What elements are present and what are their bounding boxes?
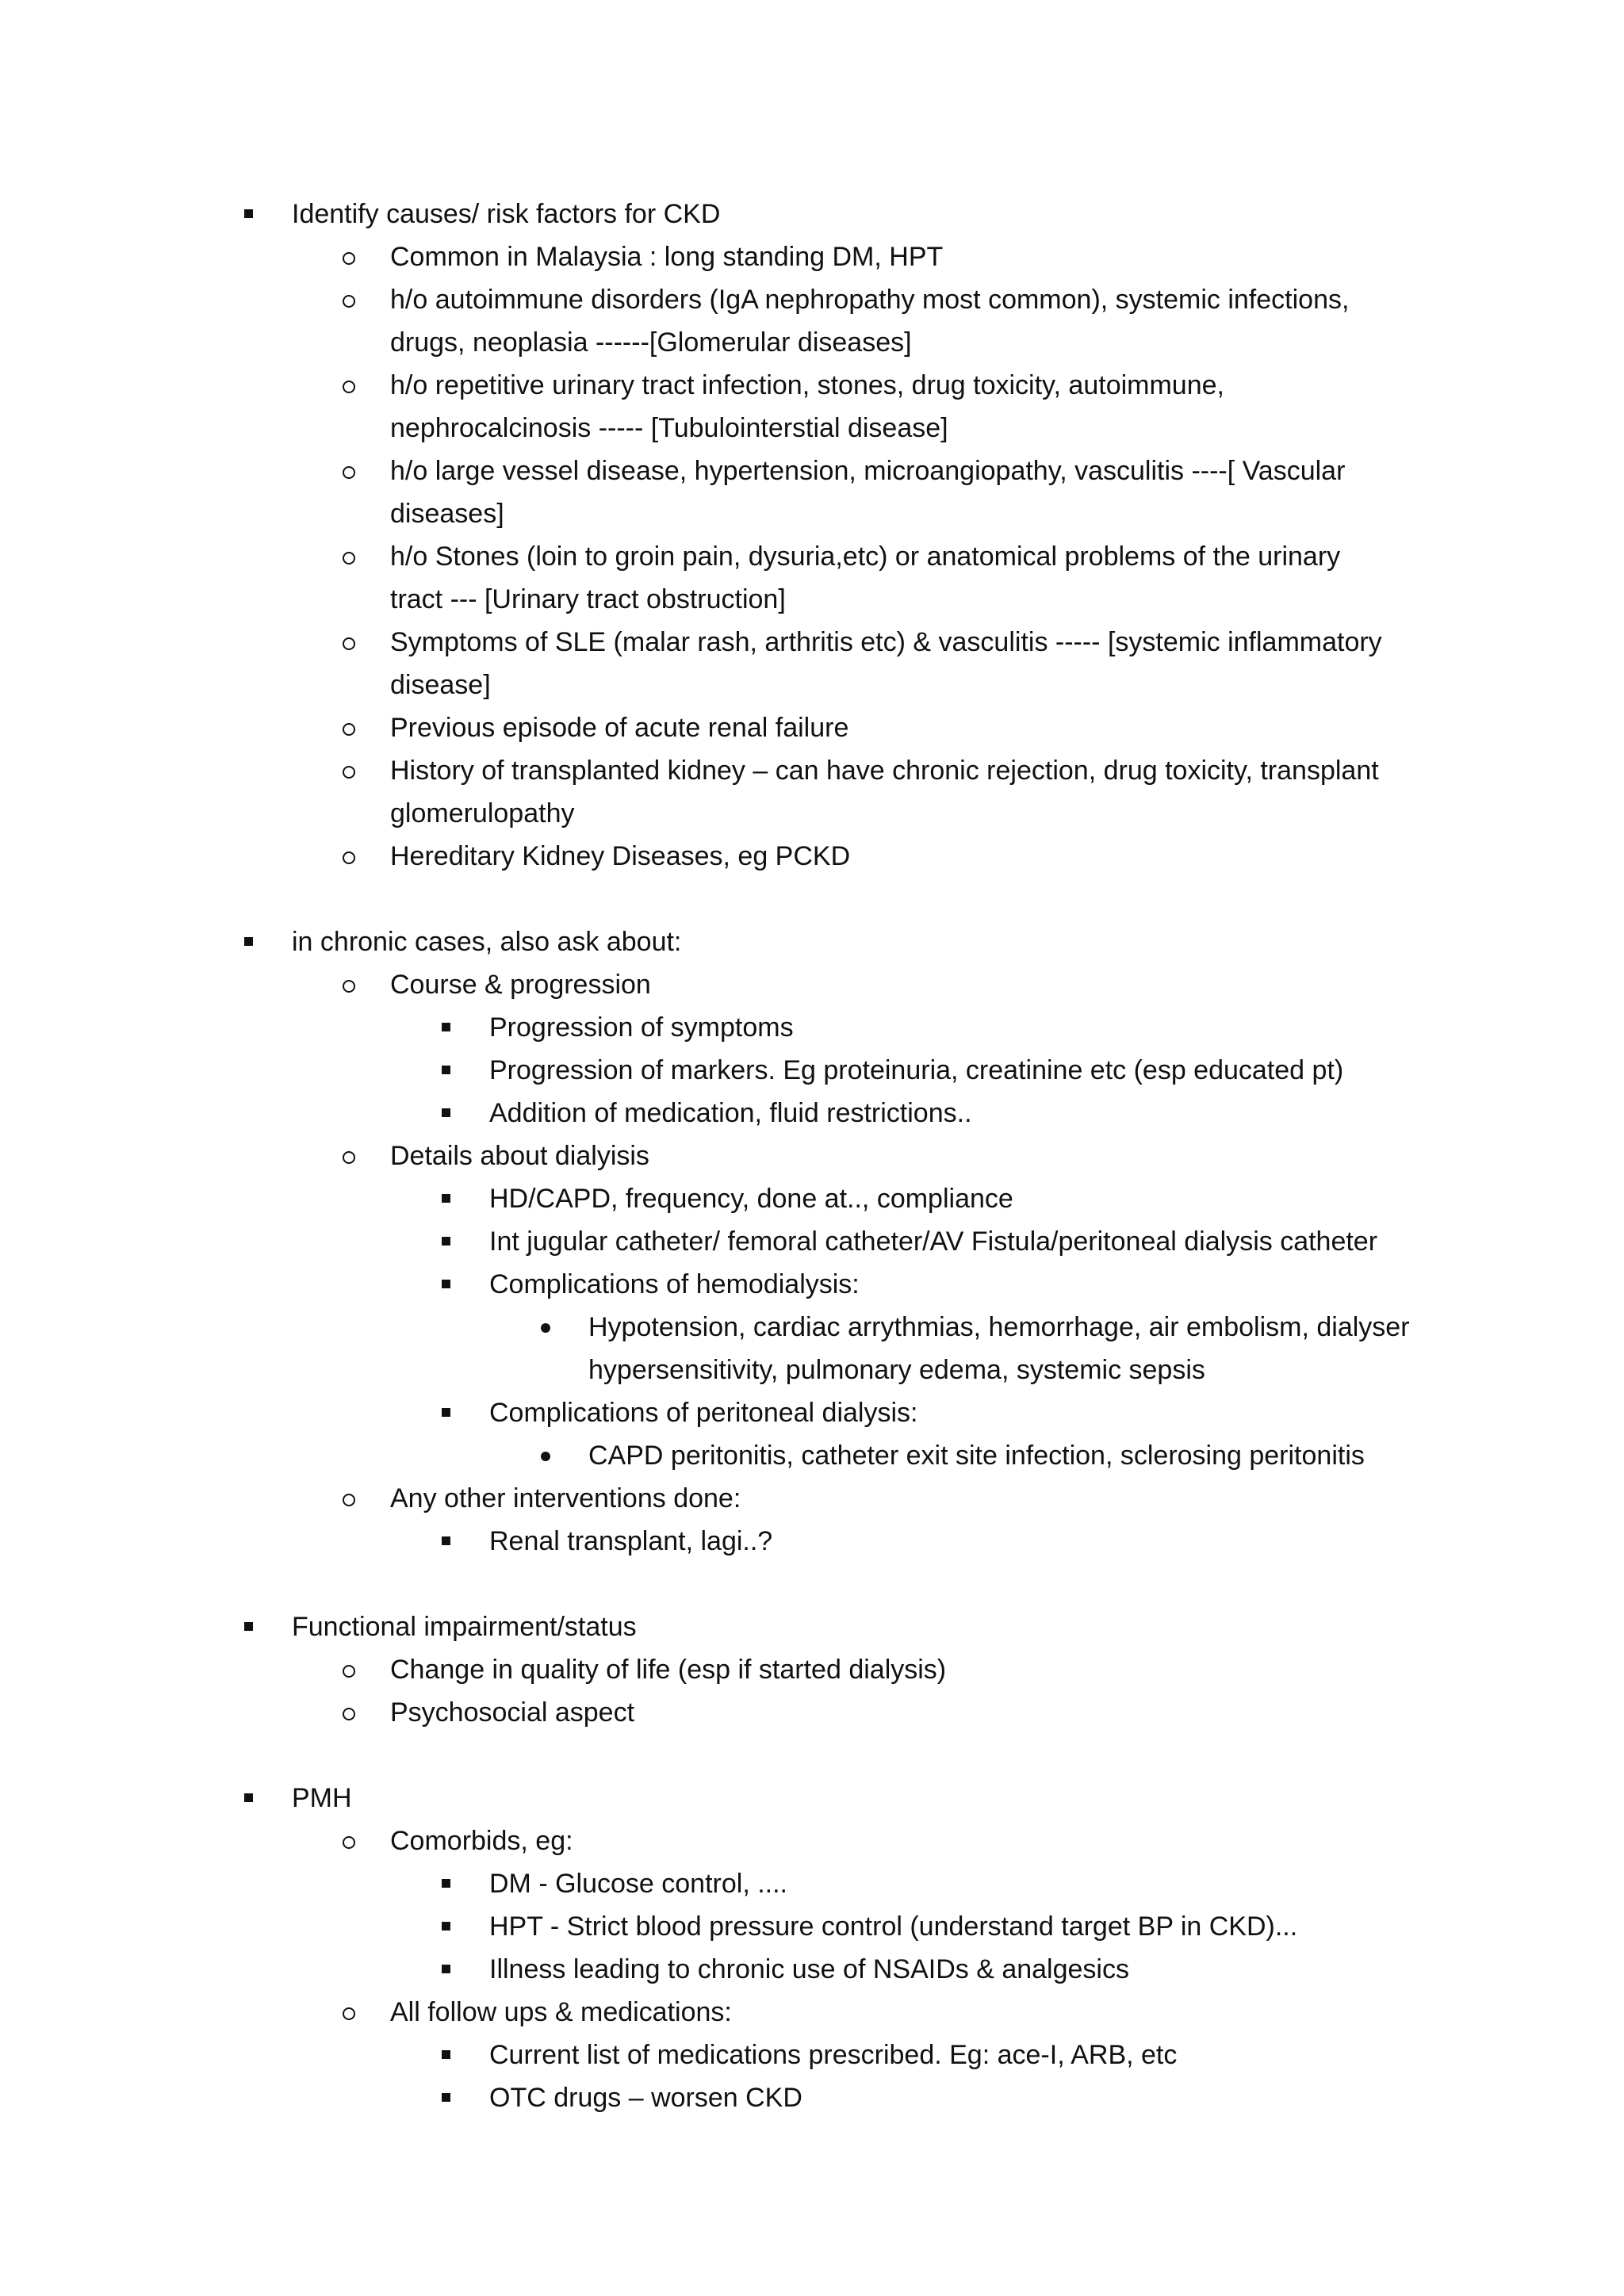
list-item-text: Identify causes/ risk factors for CKD (292, 199, 721, 229)
square-bullet-icon (442, 1237, 450, 1246)
list-item-text: h/o large vessel disease, hypertension, microangiopathy, vasculitis ----[ Vascular (390, 456, 1346, 486)
square-bullet-icon (442, 1108, 450, 1117)
list-item-text: Complications of peritoneal dialysis: (489, 1398, 918, 1428)
list-item-text: Previous episode of acute renal failure (390, 713, 849, 743)
square-bullet-icon (442, 1408, 450, 1417)
list-item-text: h/o autoimmune disorders (IgA nephropathy most common), systemic infections, (390, 285, 1350, 315)
list-item-text: Functional impairment/status (292, 1612, 637, 1642)
circle-bullet-icon (343, 1665, 355, 1678)
list-item-text: Renal transplant, lagi..? (489, 1526, 773, 1556)
circle-bullet-icon (343, 252, 355, 265)
list-item-text: Comorbids, eg: (390, 1826, 573, 1856)
circle-bullet-icon (343, 1836, 355, 1849)
circle-bullet-icon (343, 723, 355, 736)
square-bullet-icon (442, 1023, 450, 1031)
square-bullet-icon (442, 1536, 450, 1545)
square-bullet-icon (244, 209, 253, 218)
square-bullet-icon (244, 1793, 253, 1802)
list-item-text: in chronic cases, also ask about: (292, 927, 682, 957)
list-item-text: tract --- [Urinary tract obstruction] (390, 584, 786, 614)
square-bullet-icon (442, 1194, 450, 1203)
circle-bullet-icon (343, 1151, 355, 1164)
list-item-text: Hypotension, cardiac arrythmias, hemorrhage, air embolism, dialyser (588, 1312, 1410, 1342)
list-item-text: HD/CAPD, frequency, done at.., compliance (489, 1184, 1013, 1214)
list-item-text: Details about dialyisis (390, 1141, 649, 1171)
square-bullet-icon (442, 1879, 450, 1888)
list-item-text: PMH (292, 1783, 352, 1813)
list-item-text: Progression of markers. Eg proteinuria, creatinine etc (esp educated pt) (489, 1055, 1344, 1085)
circle-bullet-icon (343, 295, 355, 308)
list-item-text: Psychosocial aspect (390, 1697, 635, 1728)
circle-bullet-icon (343, 980, 355, 993)
circle-bullet-icon (343, 381, 355, 393)
list-item-text: h/o repetitive urinary tract infection, stones, drug toxicity, autoimmune, (390, 370, 1224, 400)
list-item-text: OTC drugs – worsen CKD (489, 2083, 802, 2113)
list-item-text: Change in quality of life (esp if started dialysis) (390, 1655, 947, 1685)
circle-bullet-icon (343, 2007, 355, 2020)
list-item-text: History of transplanted kidney – can have chronic rejection, drug toxicity, transplant (390, 756, 1379, 786)
circle-bullet-icon (343, 552, 355, 564)
square-bullet-icon (442, 2093, 450, 2102)
list-item-text: Addition of medication, fluid restrictions.. (489, 1098, 972, 1128)
list-item-text: Progression of symptoms (489, 1012, 794, 1043)
circle-bullet-icon (343, 466, 355, 479)
circle-bullet-icon (343, 851, 355, 864)
list-item-text: Symptoms of SLE (malar rash, arthritis etc) & vasculitis ----- [systemic inflammatory (390, 627, 1382, 657)
square-bullet-icon (244, 1622, 253, 1631)
square-bullet-icon (244, 937, 253, 946)
list-item-text: h/o Stones (loin to groin pain, dysuria,etc) or anatomical problems of the urinary (390, 541, 1341, 572)
list-item-text: HPT - Strict blood pressure control (understand target BP in CKD)... (489, 1911, 1298, 1942)
list-item-text: Common in Malaysia : long standing DM, HPT (390, 242, 944, 272)
list-item-text: DM - Glucose control, .... (489, 1869, 787, 1899)
circle-bullet-icon (343, 1494, 355, 1506)
list-item-text: Hereditary Kidney Diseases, eg PCKD (390, 841, 851, 871)
list-item-text: Any other interventions done: (390, 1483, 741, 1513)
list-item-text: Complications of hemodialysis: (489, 1269, 860, 1299)
circle-bullet-icon (343, 1708, 355, 1720)
list-item-text: disease] (390, 670, 491, 700)
list-item-text: All follow ups & medications: (390, 1997, 732, 2027)
dot-bullet-icon (541, 1452, 550, 1461)
list-item-text: nephrocalcinosis ----- [Tubulointerstial disease] (390, 413, 948, 443)
list-item-text: Int jugular catheter/ femoral catheter/AV Fistula/peritoneal dialysis catheter (489, 1226, 1378, 1257)
square-bullet-icon (442, 1922, 450, 1931)
square-bullet-icon (442, 2050, 450, 2059)
list-item-text: Illness leading to chronic use of NSAIDs & analgesics (489, 1954, 1129, 1984)
circle-bullet-icon (343, 766, 355, 779)
square-bullet-icon (442, 1066, 450, 1074)
circle-bullet-icon (343, 637, 355, 650)
list-item-text: CAPD peritonitis, catheter exit site infection, sclerosing peritonitis (588, 1441, 1365, 1471)
square-bullet-icon (442, 1965, 450, 1973)
list-item-text: glomerulopathy (390, 798, 575, 828)
square-bullet-icon (442, 1280, 450, 1288)
list-item-text: diseases] (390, 499, 504, 529)
list-item-text: Course & progression (390, 970, 651, 1000)
list-item-text: drugs, neoplasia ------[Glomerular diseases] (390, 327, 912, 358)
list-item-text: hypersensitivity, pulmonary edema, systemic sepsis (588, 1355, 1205, 1385)
list-item-text: Current list of medications prescribed. Eg: ace-I, ARB, etc (489, 2040, 1178, 2070)
dot-bullet-icon (541, 1323, 550, 1333)
